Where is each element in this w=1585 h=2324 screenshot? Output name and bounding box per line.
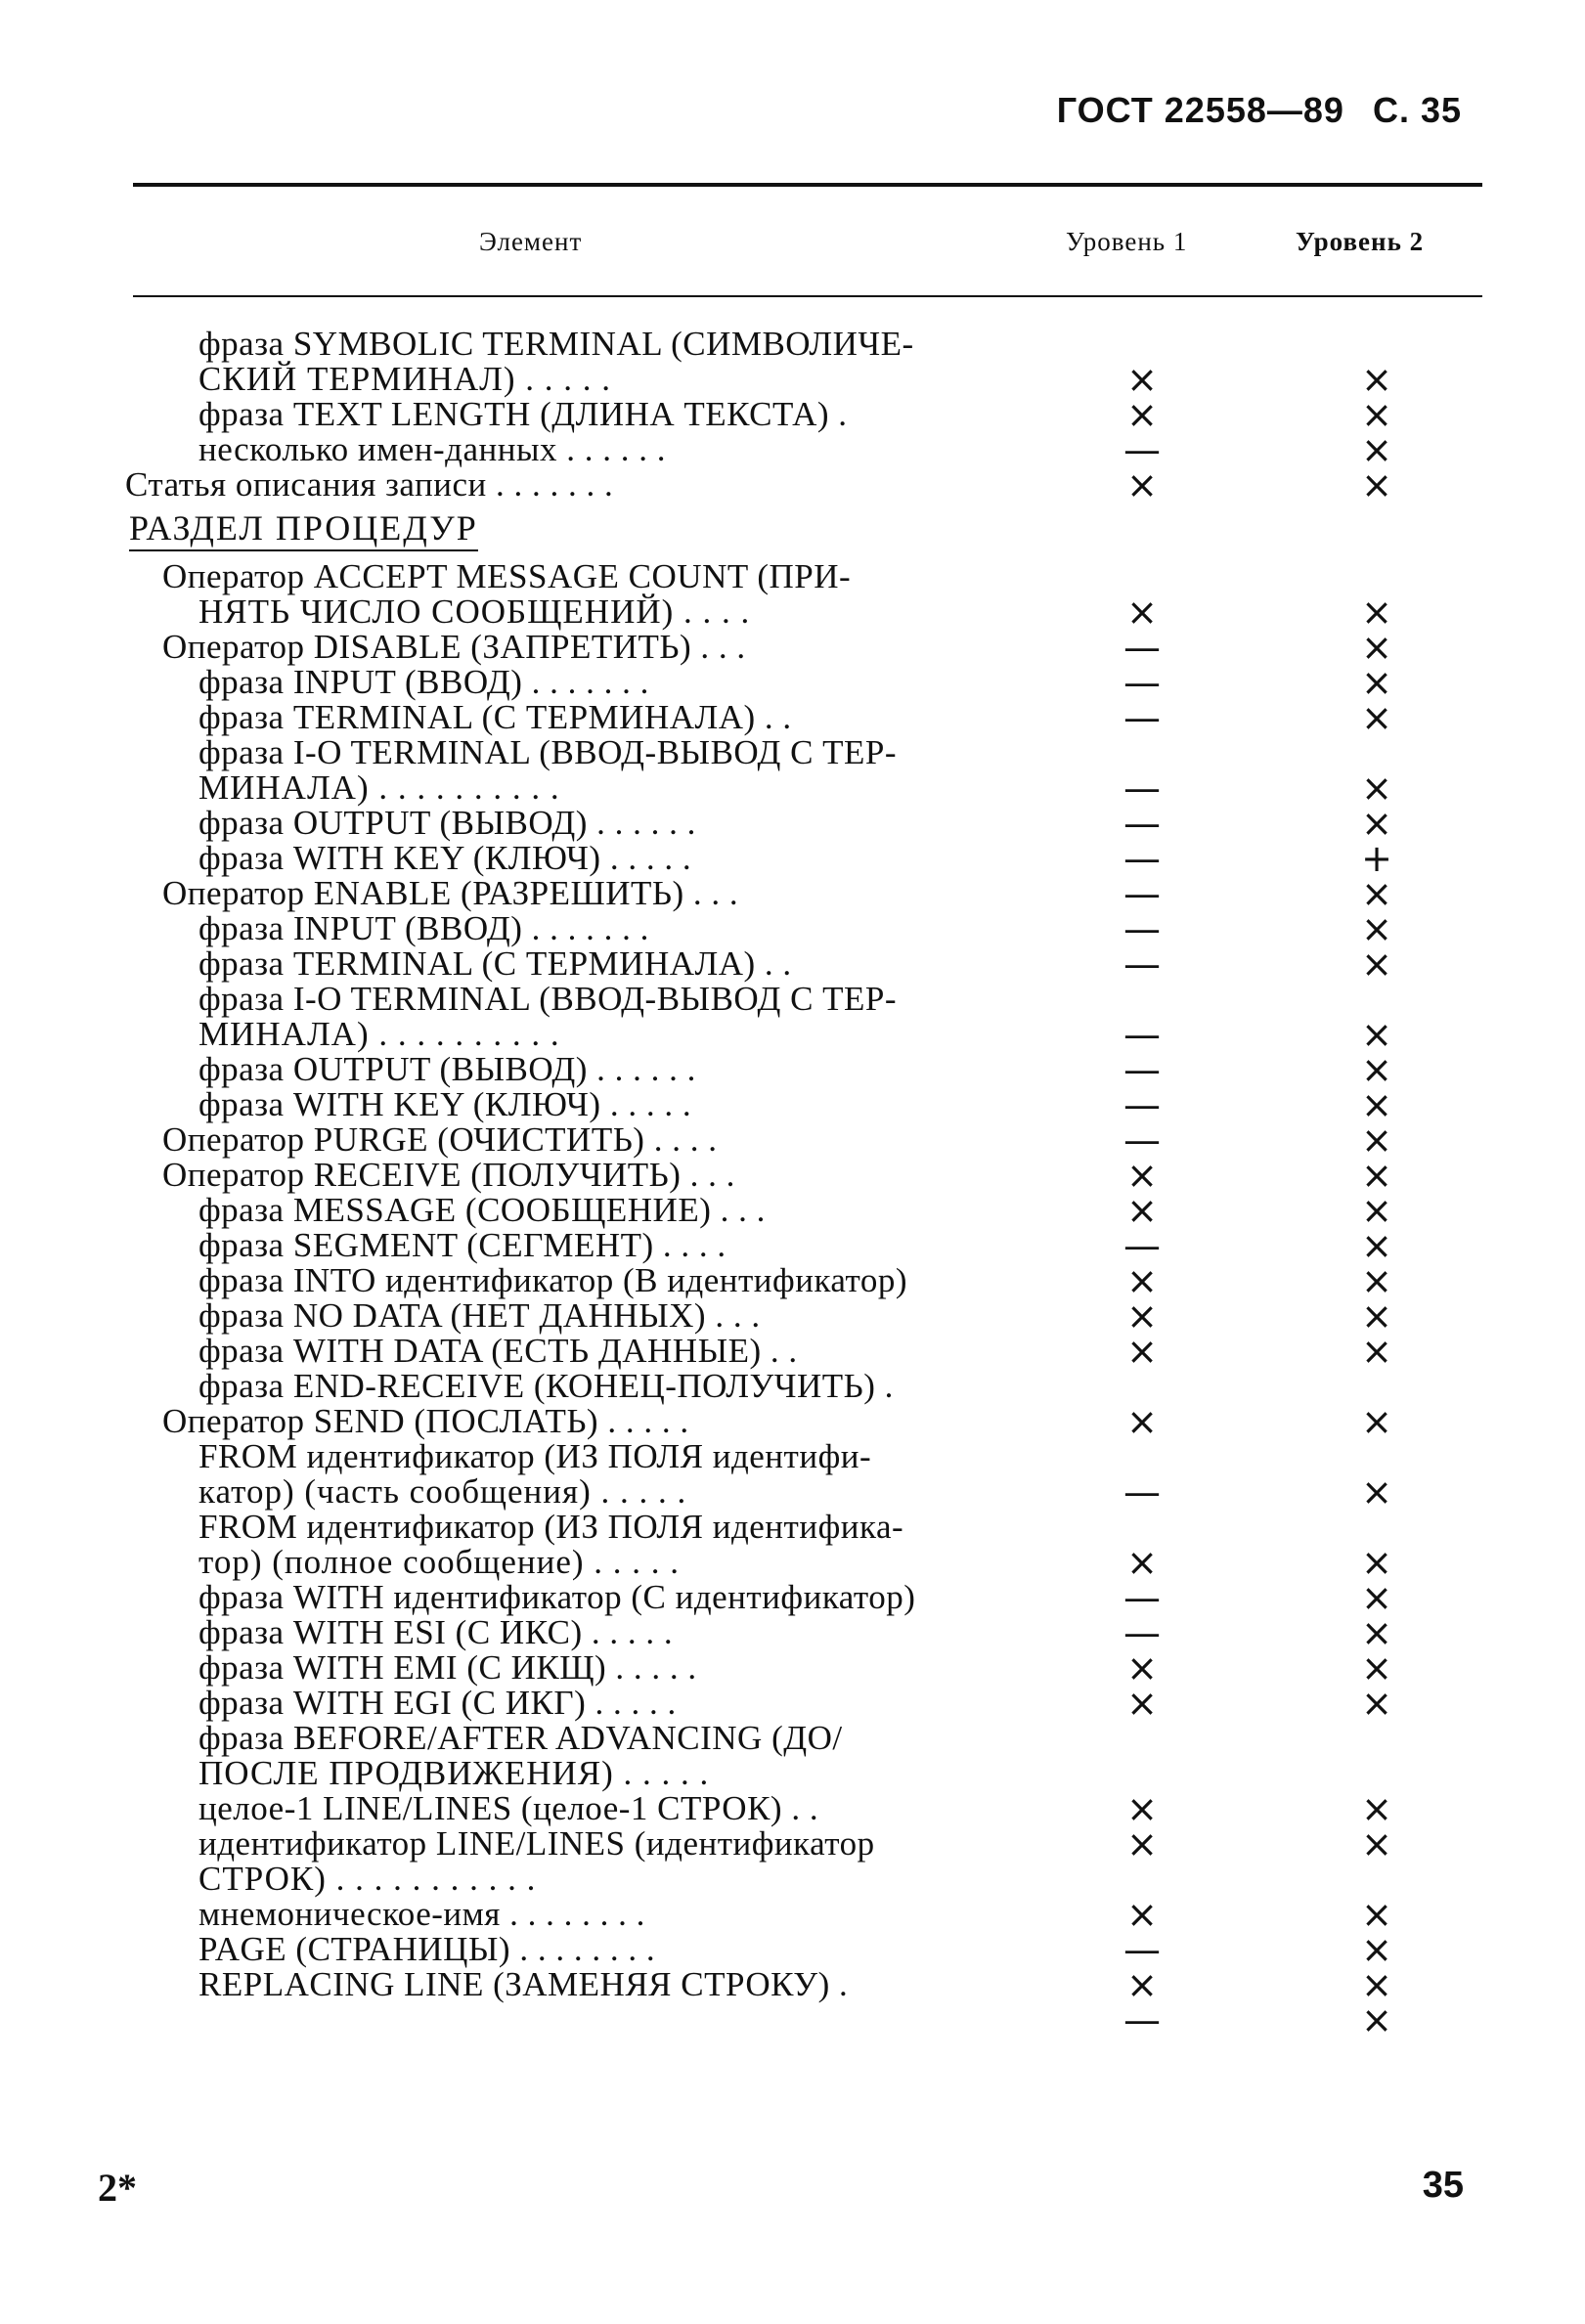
element-cell: Статья описания записи . . . . . . . (125, 465, 614, 504)
level2-mark: × (1361, 393, 1392, 436)
page-header (1039, 90, 1462, 131)
element-cell: Оператор DISABLE (ЗАПРЕТИТЬ) . . . (162, 628, 746, 666)
level2-mark: × (1361, 872, 1392, 915)
section-heading-row (0, 503, 1585, 559)
table-row (0, 1862, 1585, 1897)
level2-mark: × (1361, 802, 1392, 845)
element-cell: СТРОК) . . . . . . . . . . . (198, 1860, 537, 1898)
element-cell: фраза NO DATA (НЕТ ДАННЫХ) . . . (198, 1296, 761, 1335)
element-cell: фраза INTO идентификатор (В идентификатор) (198, 1261, 908, 1299)
level1-mark: — (1123, 802, 1161, 845)
element-cell: фраза MESSAGE (СООБЩЕНИЕ) . . . (198, 1191, 766, 1229)
table-row (0, 393, 1585, 436)
level1-mark: × (1126, 591, 1158, 634)
element-cell: фраза OUTPUT (ВЫВОД) . . . . . . (198, 1050, 696, 1088)
level1-mark: × (1126, 1963, 1158, 2006)
level2-mark: × (1361, 1400, 1392, 1443)
level2-mark: × (1361, 1154, 1392, 1197)
table-row (0, 1189, 1585, 1232)
element-cell: фраза I-O TERMINAL (ВВОД-ВЫВОД С ТЕР- (198, 980, 898, 1018)
table-row (0, 1154, 1585, 1197)
level2-mark: × (1361, 661, 1392, 704)
level2-mark: × (1361, 1224, 1392, 1267)
element-cell: фраза WITH ESI (С ИКС) . . . . . (198, 1613, 674, 1651)
level2-mark: × (1361, 463, 1392, 506)
table-row (0, 559, 1585, 594)
level1-mark: — (1123, 661, 1161, 704)
table-row (0, 327, 1585, 362)
table-row (0, 1541, 1585, 1584)
level1-mark: × (1126, 1154, 1158, 1197)
table-row (0, 802, 1585, 845)
element-cell: катор) (часть сообщения) . . . . . (198, 1472, 687, 1511)
level1-mark: — (1123, 1998, 1161, 2041)
column-header-level1: Уровень 1 (1066, 227, 1188, 256)
element-cell: тор) (полное сообщение) . . . . . (198, 1543, 681, 1581)
level1-mark: — (1123, 1013, 1161, 1056)
level2-mark: × (1361, 1611, 1392, 1654)
table-row (0, 1259, 1585, 1302)
table-row (0, 1470, 1585, 1513)
element-cell: FROM идентификатор (ИЗ ПОЛЯ идентифи- (198, 1437, 872, 1475)
element-cell: Оператор PURGE (ОЧИСТИТЬ) . . . . (162, 1120, 718, 1159)
element-cell: фраза TERMINAL (С ТЕРМИНАЛА) . . (198, 944, 792, 983)
table-row (0, 1510, 1585, 1545)
level2-mark: × (1361, 1541, 1392, 1584)
footer-page-number: 35 (1422, 2165, 1464, 2206)
table-row (0, 1439, 1585, 1474)
element-cell: мнемоническое-имя . . . . . . . . (198, 1895, 645, 1933)
level1-mark: × (1126, 1400, 1158, 1443)
level2-mark: × (1361, 1259, 1392, 1302)
page-label: С. 35 (1372, 90, 1462, 130)
level2-mark: + (1361, 837, 1392, 880)
level2-mark: × (1361, 696, 1392, 739)
element-cell: фраза WITH KEY (КЛЮЧ) . . . . . (198, 1085, 692, 1123)
table-row (0, 463, 1585, 506)
element-cell: фраза INPUT (ВВОД) . . . . . . . (198, 663, 649, 701)
level1-mark: × (1126, 1787, 1158, 1830)
table-row (0, 735, 1585, 770)
table-row (0, 1682, 1585, 1725)
level2-mark: × (1361, 358, 1392, 401)
level2-mark: × (1361, 428, 1392, 471)
table-row (0, 1822, 1585, 1865)
level2-mark: × (1361, 1294, 1392, 1337)
level1-mark: — (1123, 872, 1161, 915)
table-top-rule (133, 183, 1482, 187)
table-body (0, 325, 1585, 2041)
element-cell: Оператор RECEIVE (ПОЛУЧИТЬ) . . . (162, 1156, 735, 1194)
level1-mark: × (1126, 463, 1158, 506)
element-cell: фраза OUTPUT (ВЫВОД) . . . . . . (198, 804, 696, 842)
element-cell: фраза BEFORE/AFTER ADVANCING (ДО/ (198, 1719, 843, 1757)
element-cell: НЯТЬ ЧИСЛО СООБЩЕНИЙ) . . . . (198, 592, 751, 631)
column-header-element: Элемент (479, 227, 583, 256)
level1-mark: × (1126, 1189, 1158, 1232)
table-row (0, 358, 1585, 401)
level1-mark: × (1126, 1646, 1158, 1689)
level2-mark: × (1361, 626, 1392, 669)
level2-mark: × (1361, 591, 1392, 634)
element-cell: идентификатор LINE/LINES (идентификатор (198, 1824, 875, 1863)
table-row (0, 1611, 1585, 1654)
level2-mark: × (1361, 1928, 1392, 1971)
element-cell: фраза WITH EMI (С ИКЩ) . . . . . (198, 1648, 697, 1687)
element-cell: фраза WITH идентификатор (С идентификатор) (198, 1578, 916, 1616)
table-row (0, 696, 1585, 739)
table-row (0, 1330, 1585, 1373)
table-row (0, 1928, 1585, 1971)
level1-mark: × (1126, 1822, 1158, 1865)
element-cell: PAGE (СТРАНИЦЫ) . . . . . . . . (198, 1930, 656, 1968)
table-row (0, 1998, 1585, 2041)
level1-mark: — (1123, 626, 1161, 669)
table-row (0, 907, 1585, 950)
table-row (0, 1721, 1585, 1756)
table-row (0, 1893, 1585, 1936)
level1-mark: — (1123, 1118, 1161, 1162)
level2-mark: × (1361, 1048, 1392, 1091)
table-row (0, 1963, 1585, 2006)
table-row (0, 1369, 1585, 1404)
element-cell: целое-1 LINE/LINES (целое-1 СТРОК) . . (198, 1789, 819, 1827)
element-cell: СКИЙ ТЕРМИНАЛ) . . . . . (198, 360, 612, 398)
level1-mark: — (1123, 1470, 1161, 1513)
element-cell: МИНАЛА) . . . . . . . . . . (198, 768, 560, 807)
element-cell: фраза END-RECEIVE (КОНЕЦ-ПОЛУЧИТЬ) . (198, 1367, 894, 1405)
element-cell: несколько имен-данных . . . . . . (198, 430, 666, 468)
table-row (0, 428, 1585, 471)
column-header-level2: Уровень 2 (1296, 227, 1425, 256)
table-row (0, 1756, 1585, 1791)
element-cell: фраза WITH KEY (КЛЮЧ) . . . . . (198, 839, 692, 877)
level2-mark: × (1361, 1013, 1392, 1056)
section-heading: РАЗДЕЛ ПРОЦЕДУР (129, 506, 478, 551)
level2-mark: × (1361, 767, 1392, 810)
table-row (0, 1294, 1585, 1337)
table-row (0, 661, 1585, 704)
element-cell: FROM идентификатор (ИЗ ПОЛЯ идентифика- (198, 1508, 904, 1546)
level2-mark: × (1361, 1963, 1392, 2006)
level1-mark: — (1123, 1576, 1161, 1619)
table-row (0, 1646, 1585, 1689)
level1-mark: × (1126, 1541, 1158, 1584)
level1-mark: — (1123, 907, 1161, 950)
element-cell: фраза WITH EGI (С ИКГ) . . . . . (198, 1684, 677, 1722)
level2-mark: × (1361, 1083, 1392, 1126)
element-cell: фраза SYMBOLIC TERMINAL (СИМВОЛИЧЕ- (198, 325, 914, 363)
element-cell: фраза SEGMENT (СЕГМЕНТ) . . . . (198, 1226, 726, 1264)
level1-mark: — (1123, 1928, 1161, 1971)
standard-number: ГОСТ 22558—89 (1056, 90, 1344, 130)
level1-mark: — (1123, 1083, 1161, 1126)
table-row (0, 767, 1585, 810)
level1-mark: × (1126, 1682, 1158, 1725)
table-row (0, 1576, 1585, 1619)
level2-mark: × (1361, 1998, 1392, 2041)
level1-mark: × (1126, 358, 1158, 401)
table-row (0, 837, 1585, 880)
level2-mark: × (1361, 943, 1392, 986)
element-cell: фраза I-O TERMINAL (ВВОД-ВЫВОД С ТЕР- (198, 733, 898, 771)
level1-mark: × (1126, 1893, 1158, 1936)
level2-mark: × (1361, 1470, 1392, 1513)
level1-mark: — (1123, 1224, 1161, 1267)
level2-mark: × (1361, 1576, 1392, 1619)
element-cell: фраза TEXT LENGTH (ДЛИНА ТЕКСТА) . (198, 395, 848, 433)
level2-mark: × (1361, 1682, 1392, 1725)
element-cell: МИНАЛА) . . . . . . . . . . (198, 1015, 560, 1053)
element-cell: Оператор SEND (ПОСЛАТЬ) . . . . . (162, 1402, 689, 1440)
table-header-rule (133, 295, 1482, 297)
level1-mark: — (1123, 1048, 1161, 1091)
element-cell: REPLACING LINE (ЗАМЕНЯЯ СТРОКУ) . (198, 1965, 849, 2003)
table-row (0, 872, 1585, 915)
element-cell: Оператор ENABLE (РАЗРЕШИТЬ) . . . (162, 874, 739, 912)
level2-mark: × (1361, 1189, 1392, 1232)
level2-mark: × (1361, 1330, 1392, 1373)
level1-mark: — (1123, 1611, 1161, 1654)
table-row (0, 982, 1585, 1017)
level2-mark: × (1361, 1893, 1392, 1936)
table-row (0, 1787, 1585, 1830)
level1-mark: — (1123, 943, 1161, 986)
table-row (0, 591, 1585, 634)
element-cell: ПОСЛЕ ПРОДВИЖЕНИЯ) . . . . . (198, 1754, 710, 1792)
element-cell: Оператор ACCEPT MESSAGE COUNT (ПРИ- (162, 557, 852, 595)
footer-signature-mark: 2* (98, 2166, 137, 2210)
level1-mark: × (1126, 1259, 1158, 1302)
level2-mark: × (1361, 1646, 1392, 1689)
level1-mark: × (1126, 1294, 1158, 1337)
level1-mark: — (1123, 767, 1161, 810)
table-row (0, 1048, 1585, 1091)
level1-mark: × (1126, 1330, 1158, 1373)
level1-mark: — (1123, 837, 1161, 880)
table-row (0, 1400, 1585, 1443)
level1-mark: — (1123, 428, 1161, 471)
table-row (0, 1013, 1585, 1056)
level2-mark: × (1361, 1118, 1392, 1162)
table-row (0, 1224, 1585, 1267)
element-cell: фраза TERMINAL (С ТЕРМИНАЛА) . . (198, 698, 792, 736)
level1-mark: × (1126, 393, 1158, 436)
table-row (0, 1118, 1585, 1162)
level2-mark: × (1361, 1822, 1392, 1865)
level2-mark: × (1361, 1787, 1392, 1830)
table-row (0, 1083, 1585, 1126)
table-row (0, 943, 1585, 986)
element-cell: фраза WITH DATA (ЕСТЬ ДАННЫЕ) . . (198, 1332, 798, 1370)
table-row (0, 626, 1585, 669)
level1-mark: — (1123, 696, 1161, 739)
element-cell: фраза INPUT (ВВОД) . . . . . . . (198, 909, 649, 947)
level2-mark: × (1361, 907, 1392, 950)
